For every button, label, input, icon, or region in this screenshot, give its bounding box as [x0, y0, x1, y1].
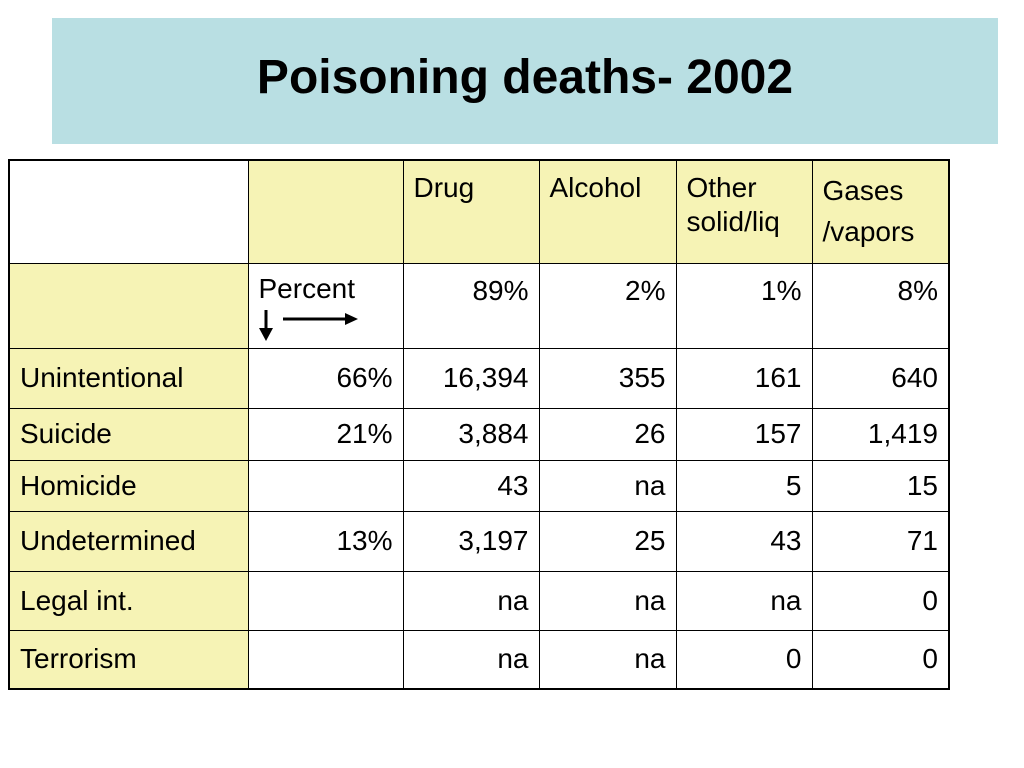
percent-label-cell — [248, 263, 403, 348]
arrow-down-icon — [259, 310, 273, 341]
row-other: 161 — [676, 348, 812, 408]
table-row — [9, 571, 949, 630]
percent-drug: 89% — [403, 263, 539, 348]
percent-other: 1% — [676, 263, 812, 348]
table-row — [9, 408, 949, 460]
row-drug: 16,394 — [403, 348, 539, 408]
row-drug: 3,197 — [403, 511, 539, 571]
row-alcohol: na — [539, 630, 676, 689]
header-row — [9, 160, 949, 263]
row-gases: 640 — [812, 348, 949, 408]
row-pct — [248, 571, 403, 630]
row-gases: 1,419 — [812, 408, 949, 460]
header-alcohol-label: Alcohol — [549, 172, 642, 203]
row-other: 5 — [676, 460, 812, 511]
percent-gases: 8% — [812, 263, 949, 348]
header-cell-blank — [9, 160, 248, 263]
row-gases: 15 — [812, 460, 949, 511]
row-other: 43 — [676, 511, 812, 571]
row-other: 157 — [676, 408, 812, 460]
row-alcohol: na — [539, 571, 676, 630]
header-cell-pct — [248, 160, 403, 263]
header-gases-line2: /vapors — [822, 215, 915, 247]
header-gases — [812, 160, 949, 263]
row-other: 0 — [676, 630, 812, 689]
row-intent: Homicide — [9, 460, 248, 511]
percent-row-blank — [9, 263, 248, 348]
row-alcohol: 26 — [539, 408, 676, 460]
row-drug: na — [403, 630, 539, 689]
header-other-line1: Other — [686, 172, 757, 203]
row-gases: 71 — [812, 511, 949, 571]
row-intent: Unintentional — [9, 348, 248, 408]
row-pct: 13% — [248, 511, 403, 571]
percent-row — [9, 263, 949, 348]
row-intent: Terrorism — [9, 630, 248, 689]
row-alcohol: 355 — [539, 348, 676, 408]
page-title: Poisoning deaths- 2002 — [256, 50, 794, 104]
poisoning-deaths-table — [8, 159, 950, 690]
percent-label: Percent — [258, 272, 355, 304]
row-drug: 3,884 — [403, 408, 539, 460]
percent-alcohol: 2% — [539, 263, 676, 348]
row-alcohol: na — [539, 460, 676, 511]
header-other — [676, 160, 812, 263]
row-pct — [248, 630, 403, 689]
row-drug: 43 — [403, 460, 539, 511]
header-gases-line1: Gases — [822, 175, 904, 206]
header-drug-label: Drug — [413, 172, 475, 203]
row-gases: 0 — [812, 630, 949, 689]
header-alcohol — [539, 160, 676, 263]
row-intent: Suicide — [9, 408, 248, 460]
row-intent: Legal int. — [9, 571, 248, 630]
row-intent: Undetermined — [9, 511, 248, 571]
table-row — [9, 348, 949, 408]
header-drug — [403, 160, 539, 263]
table-row — [9, 460, 949, 511]
row-pct — [248, 460, 403, 511]
table-row — [9, 511, 949, 571]
row-pct: 21% — [248, 408, 403, 460]
row-drug: na — [403, 571, 539, 630]
direction-arrows — [259, 308, 359, 342]
title-banner — [52, 18, 998, 144]
row-alcohol: 25 — [539, 511, 676, 571]
row-gases: 0 — [812, 571, 949, 630]
row-other: na — [676, 571, 812, 630]
header-other-line2: solid/liq — [686, 205, 780, 237]
table-row — [9, 630, 949, 689]
row-pct: 66% — [248, 348, 403, 408]
arrow-right-icon — [283, 313, 358, 325]
